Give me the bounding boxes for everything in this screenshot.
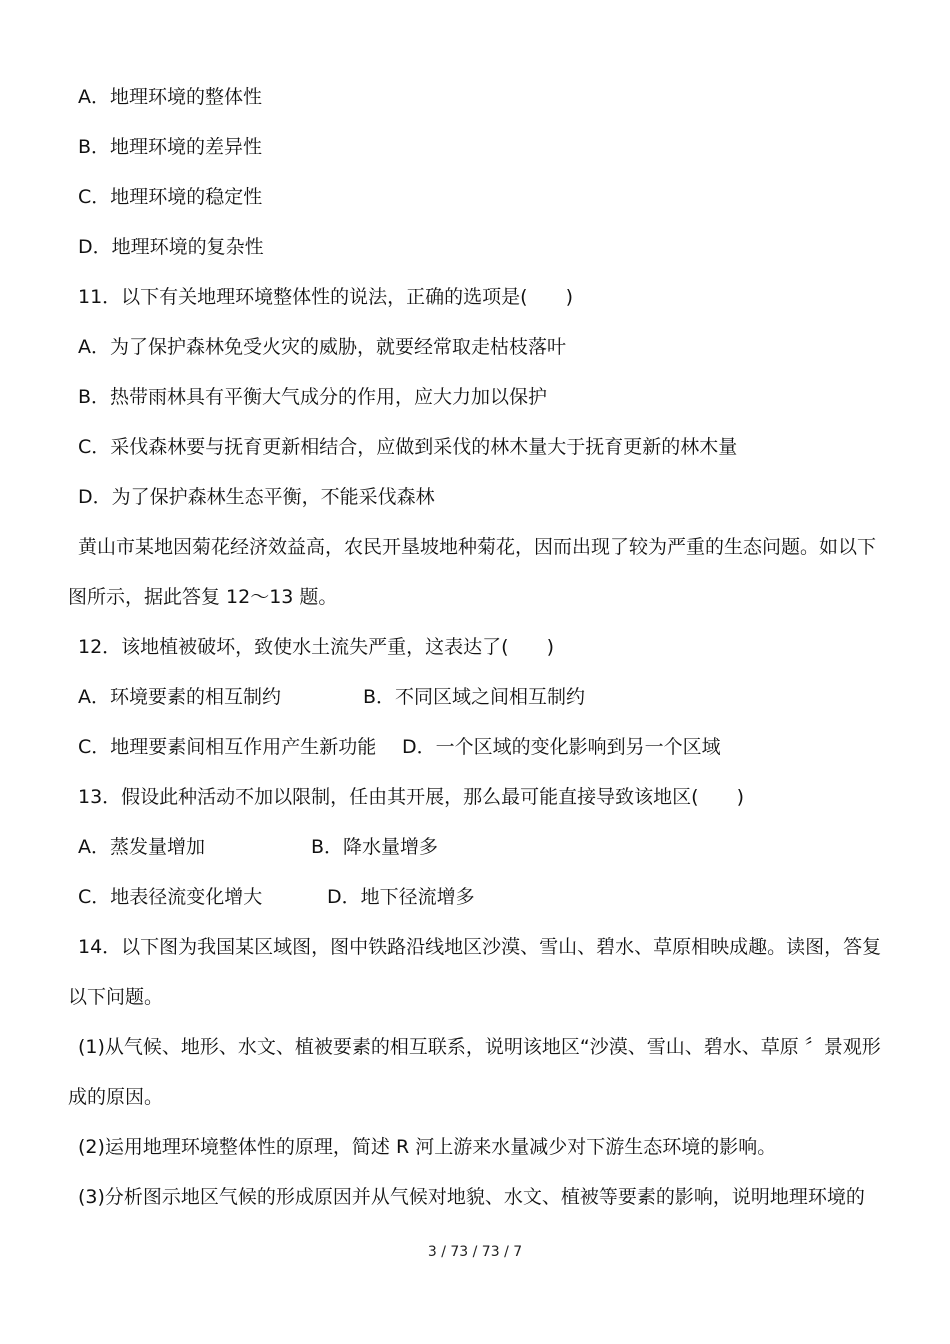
question-12-option-c: C．地理要素间相互作用产生新功能	[78, 736, 377, 758]
option-a-integrity: A．地理环境的整体性	[78, 86, 262, 108]
passage-line-1: 黄山市某地因菊花经济效益高，农民开垦坡地种菊花，因而出现了较为严重的生态问题。如以下	[78, 536, 877, 558]
question-14-part-3: (3)分析图示地区气候的形成原因并从气候对地貌、水文、植被等要素的影响，说明地理环境的	[78, 1186, 865, 1208]
option-c-stability: C．地理环境的稳定性	[78, 186, 263, 208]
question-11-option-a: A．为了保护森林免受火灾的威胁，就要经常取走枯枝落叶	[78, 336, 566, 358]
question-11-option-b: B．热带雨林具有平衡大气成分的作用，应大力加以保护	[78, 386, 548, 408]
question-12-option-b: B．不同区域之间相互制约	[363, 686, 586, 708]
question-14-stem-line-1: 14．以下图为我国某区域图，图中铁路沿线地区沙漠、雪山、碧水、草原相映成趣。读图，答复	[78, 936, 882, 958]
page-number-footer: 3 / 73 / 73 / 7	[427, 1244, 523, 1260]
question-13-stem: 13．假设此种活动不加以限制，任由其开展，那么最可能直接导致该地区( )	[78, 786, 745, 808]
question-14-part-1-line-2: 成的原因。	[68, 1086, 164, 1108]
question-14-stem-line-2: 以下问题。	[68, 986, 164, 1008]
question-12-option-a: A．环境要素的相互制约	[78, 686, 281, 708]
passage-line-2: 图所示，据此答复 12～13 题。	[68, 586, 338, 608]
question-13-option-c: C．地表径流变化增大	[78, 886, 263, 908]
question-13-option-b: B．降水量增多	[311, 836, 439, 858]
option-b-difference: B．地理环境的差异性	[78, 136, 263, 158]
question-14-part-2: (2)运用地理环境整体性的原理，简述 R 河上游来水量减少对下游生态环境的影响。	[78, 1136, 777, 1158]
question-12-stem: 12．该地植被破坏，致使水土流失严重，这表达了( )	[78, 636, 555, 658]
question-11-option-d: D．为了保护森林生态平衡，不能采伐森林	[78, 486, 435, 508]
question-14-part-1-line-1: (1)从气候、地形、水文、植被要素的相互联系，说明该地区“沙漠、雪山、碧水、草原 〞景观形	[78, 1036, 881, 1058]
question-13-option-a: A．蒸发量增加	[78, 836, 205, 858]
question-12-option-d: D．一个区域的变化影响到另一个区域	[402, 736, 721, 758]
question-11-option-c: C．采伐森林要与抚育更新相结合，应做到采伐的林木量大于抚育更新的林木量	[78, 436, 738, 458]
question-11-stem: 11．以下有关地理环境整体性的说法，正确的选项是( )	[78, 286, 574, 308]
option-d-complexity: D．地理环境的复杂性	[78, 236, 264, 258]
question-13-option-d: D．地下径流增多	[327, 886, 475, 908]
